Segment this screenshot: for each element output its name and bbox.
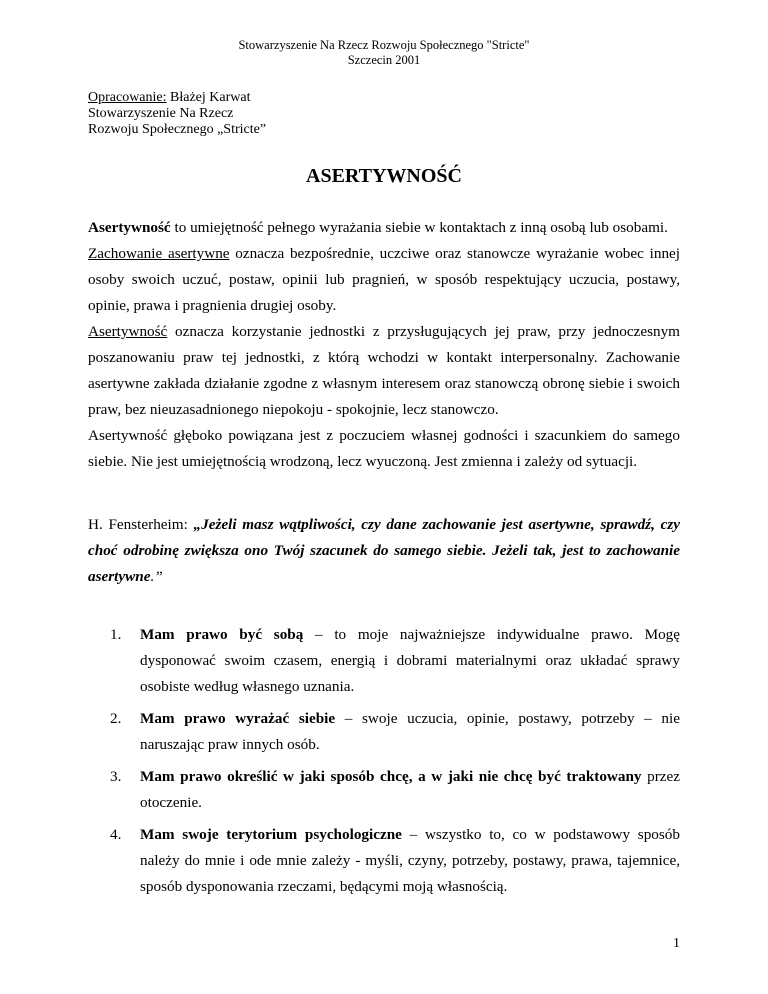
author-org-line2: Rozwoju Społecznego „Stricte”: [88, 122, 267, 137]
list-item-text: – to moje najważniejsze indywidualne prawo. Mogę dysponować swoim czasem, energią i dobrami materialnymi oraz układać sprawy osobiste według własnego uznania.: [140, 626, 680, 695]
list-item-heading: Mam prawo być sobą: [140, 626, 304, 643]
paragraph-3-text: oznacza korzystanie jednostki z przysługujących jej praw, przy jednoczesnym poszanowaniu praw tej jednostki, z którą wchodzi w kontakt interpersonalny. Zachowanie asertywne zakłada działanie zgodne z własnym interesem oraz stanowczą obronę siebie i swoich praw, bez nieuzasadnionego niepokoju - spokojnie, lecz stanowczo.: [88, 323, 680, 418]
quote-section: [88, 512, 680, 590]
author-block: [88, 90, 266, 138]
paragraph-1: [88, 215, 680, 241]
list-item-text: przez otoczenie.: [140, 768, 681, 811]
definitions-section: [88, 215, 680, 475]
list-item-heading: Mam prawo określić w jaki sposób chcę, a w jaki nie chcę być traktowany: [140, 768, 642, 785]
header-city-year: Szczecin 2001: [347, 53, 421, 67]
document-header: [0, 38, 768, 68]
header-organization: Stowarzyszenie Na Rzecz Rozwoju Społecznego "Stricte": [238, 38, 530, 52]
document-title: ASERTYWNOŚĆ: [306, 165, 462, 187]
author-label: Opracowanie:: [88, 90, 167, 105]
author-org-line1: Stowarzyszenie Na Rzecz: [88, 106, 234, 121]
term-asertywnosc: Asertywność: [88, 219, 171, 236]
list-item: [110, 822, 680, 900]
page-number: 1: [673, 936, 680, 951]
list-item-heading: Mam swoje terytorium psychologiczne: [140, 826, 402, 843]
list-item-heading: Mam prawo wyrażać siebie: [140, 710, 336, 727]
paragraph-2-text: oznacza bezpośrednie, uczciwe oraz stanowcze wyrażanie wobec innej osoby swoich uczuć, postaw, opinii lub pragnień, w sposób respektujący uczucia, postawy, opinie, prawa i pragnienia drugiej osoby.: [88, 245, 680, 314]
quote-end: .”: [150, 568, 163, 585]
list-number: 3.: [110, 768, 122, 785]
list-number: 4.: [110, 826, 122, 843]
list-number: 2.: [110, 710, 122, 727]
list-item-text: – swoje uczucia, opinie, postawy, potrzeby – nie naruszając praw innych osób.: [140, 710, 680, 753]
author-line: [88, 90, 266, 106]
paragraph-4: Asertywność głęboko powiązana jest z poczuciem własnej godności i szacunkiem do samego siebie. Nie jest umiejętnością wrodzoną, lecz wyuczoną. Jest zmienna i zależy od sytuacji.: [88, 427, 680, 470]
author-name: Błażej Karwat: [166, 90, 251, 105]
quote-paragraph: [88, 512, 680, 590]
paragraph-3: [88, 319, 680, 423]
quote-text: „Jeżeli masz wątpliwości, czy dane zachowanie jest asertywne, sprawdź, czy choć odrobinę zwiększa ono Twój szacunek do samego siebie. Jeżeli tak, jest to zachowanie asertywne: [88, 516, 680, 585]
list-item-text: – wszystko to, co w podstawowy sposób należy do mnie i ode mnie zależy - myśli, czyny, potrzeby, postawy, prawa, tajemnice, sposób dysponowania rzeczami, będącymi moją własnością.: [140, 826, 680, 895]
list-item: [110, 764, 680, 816]
quote-author: H. Fensterheim:: [88, 516, 194, 533]
rights-list: [110, 622, 680, 906]
list-number: 1.: [110, 626, 122, 643]
list-item: [110, 622, 680, 700]
term-asertywnosc-underlined: Asertywność: [88, 323, 168, 340]
paragraph-1-text: to umiejętność pełnego wyrażania siebie w kontaktach z inną osobą lub osobami.: [170, 219, 668, 236]
paragraph-2: [88, 241, 680, 319]
list-item: [110, 706, 680, 758]
term-zachowanie-asertywne: Zachowanie asertywne: [88, 245, 230, 262]
